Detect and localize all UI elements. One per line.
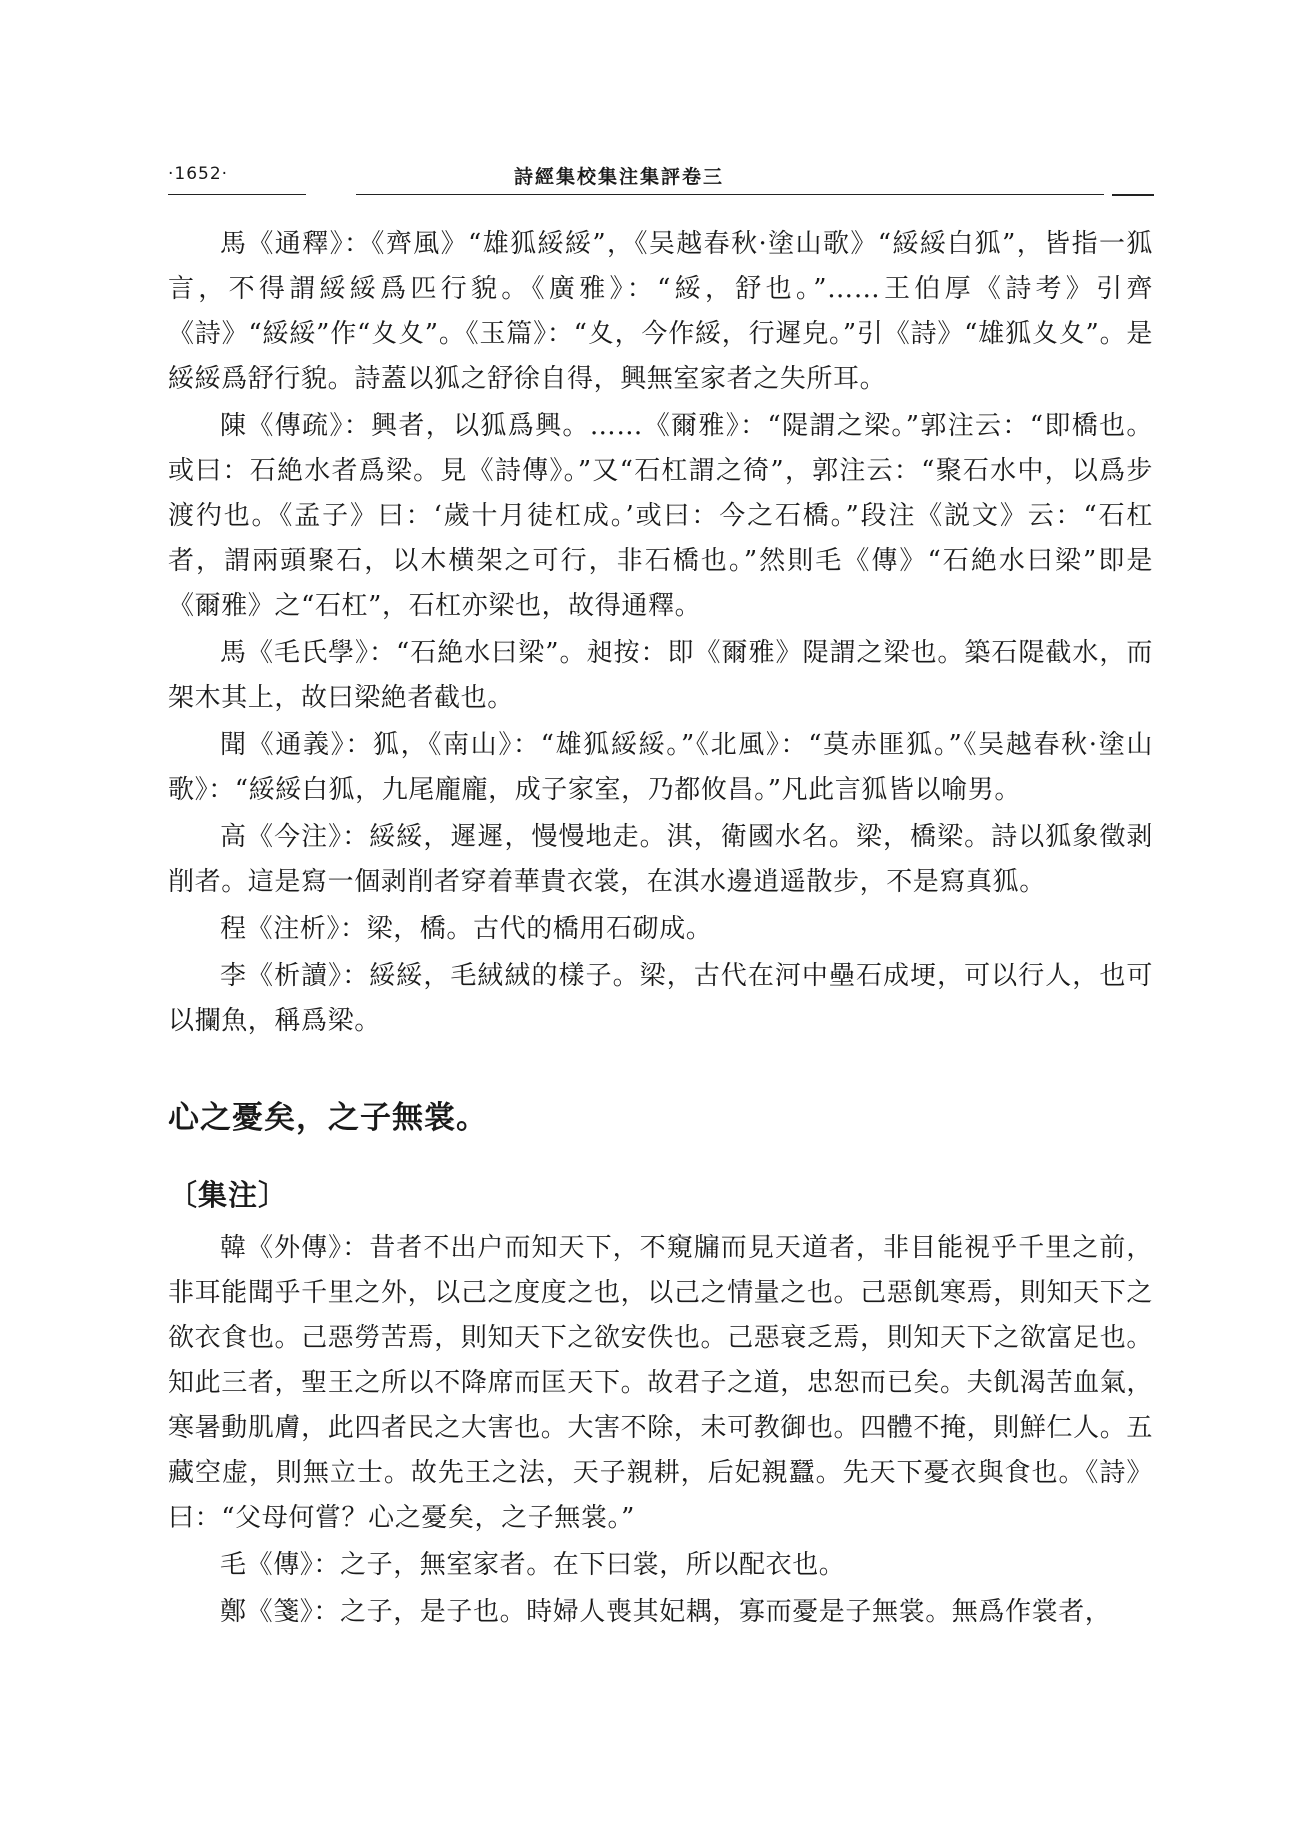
commentary-paragraph: 馬《毛氏學》：“石絶水曰梁”。昶按：即《爾雅》隄謂之梁也。築石隄截水，而架木其上，故曰梁絶者截也。: [168, 638, 1153, 713]
header-rule-main: [356, 194, 1104, 195]
header-rule-right: [1112, 194, 1154, 196]
commentary-paragraph: 程《注析》：梁，橋。古代的橋用石砌成。: [220, 914, 713, 944]
commentary-paragraph: 鄭《箋》：之子，是子也。時婦人喪其妃耦，寡而憂是子無裳。無爲作裳者，: [220, 1597, 1112, 1627]
verse-line: 心之憂矣，之子無裳。: [168, 1100, 488, 1136]
commentary-paragraph: 高《今注》：綏綏，遲遲，慢慢地走。淇，衛國水名。梁，橋梁。詩以狐象徵剥削者。這是寫一個剥削者穿着華貴衣裳，在淇水邊逍遥散步，不是寫真狐。: [168, 822, 1153, 897]
commentary-paragraph: 李《析讀》：綏綏，毛絨絨的樣子。梁，古代在河中壘石成埂，可以行人，也可以攔魚，稱爲梁。: [168, 961, 1153, 1036]
page-number: ·1652·: [168, 164, 229, 184]
commentary-paragraph: 毛《傳》：之子，無室家者。在下曰裳，所以配衣也。: [220, 1550, 846, 1580]
page-body: [168, 222, 1153, 1635]
commentary-paragraph: 韓《外傳》：昔者不出户而知天下，不窺牖而見天道者，非目能視乎千里之前，非耳能聞乎千里之外，以己之度度之也，以己之情量之也。己惡飢寒焉，則知天下之欲衣食也。己惡勞苦焉，則知天下之欲安佚也。己惡衰乏焉，則知天下之欲富足也。知此三者，聖王之所以不降席而匡天下。故君子之道，忠恕而已矣。夫飢渴苦血氣，寒暑動肌膚，此四者民之大害也。大害不除，未可教御也。四體不掩，則鮮仁人。五藏空虚，則無立士。故先王之法，天子親耕，后妃親蠶。先天下憂衣與食也。《詩》曰：“父母何嘗？心之憂矣，之子無裳。”: [168, 1233, 1153, 1533]
running-title: 詩經集校集注集評卷三: [514, 166, 725, 188]
commentary-paragraph: 聞《通義》：狐，《南山》：“雄狐綏綏。”《北風》：“莫赤匪狐。”《吴越春秋·塗山歌》：“綏綏白狐，九尾龐龐，成子家室，乃都攸昌。”凡此言狐皆以喻男。: [168, 730, 1153, 805]
header-rule-left: [168, 194, 306, 195]
commentary-paragraph: 馬《通釋》：《齊風》“雄狐綏綏”，《吴越春秋·塗山歌》“綏綏白狐”，皆指一狐言，不得謂綏綏爲匹行貌。《廣雅》：“綏，舒也。”……王伯厚《詩考》引齊《詩》“綏綏”作“夊夊”。《玉篇》：“夊，今作綏，行遲皃。”引《詩》“雄狐夊夊”。是綏綏爲舒行貌。詩蓋以狐之舒徐自得，興無室家者之失所耳。: [168, 229, 1153, 394]
page-header: [168, 156, 1153, 196]
section-heading: 〔集注〕: [168, 1178, 289, 1212]
commentary-paragraph: 陳《傳疏》：興者，以狐爲興。……《爾雅》：“隄謂之梁。”郭注云：“即橋也。或曰：石絶水者爲梁。見《詩傳》。”又“石杠謂之徛”，郭注云：“聚石水中，以爲步渡彴也。《孟子》曰：‘歲十月徒杠成。’或曰：今之石橋。”段注《説文》云：“石杠者，謂兩頭聚石，以木横架之可行，非石橋也。”然則毛《傳》“石絶水曰梁”即是《爾雅》之“石杠”，石杠亦梁也，故得通釋。: [168, 411, 1153, 621]
